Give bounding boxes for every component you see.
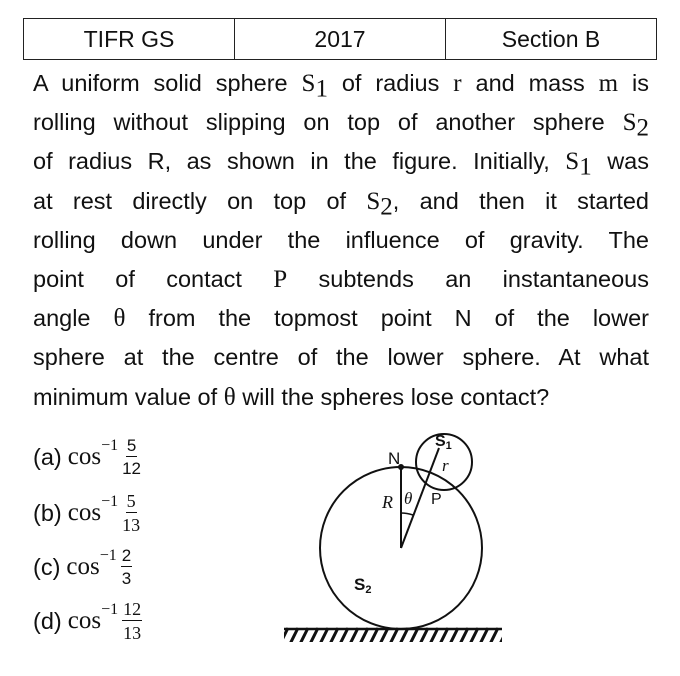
header-year: 2017 [234,19,445,59]
question-line: at rest directly on top of $S_2$, and then it started [33,187,649,221]
option-b[interactable]: (b) cos −1 $\frac{5}{13}$ [33,491,141,535]
header-exam: TIFR GS [83,25,175,52]
ground-hatching [280,628,508,644]
label-p: P [431,491,442,508]
fraction: $\frac{12}{13}$ [123,599,142,643]
question-line: of radius R, as shown in the figure. Initially, $S_1$ was [33,148,649,182]
question-line: sphere at the centre of the lower sphere. At what [33,344,649,371]
question-text [33,64,649,417]
label-r-small: r [442,456,449,475]
fraction: $\frac{2}{3}$ [121,546,132,588]
header-table [23,18,657,60]
question-line: angle θ from the topmost point N of the lower [33,305,649,333]
label-n: N [388,449,401,468]
fraction: $\frac{5}{12}$ [122,436,142,478]
label-r-big: R [382,492,393,512]
option-c[interactable]: (c) cos −1 $\frac{2}{3}$ [33,546,132,588]
spheres-figure [270,420,520,660]
label-s1: S1 [435,433,452,452]
option-a[interactable]: (a) cos −1 $\frac{5}{12}$ [33,436,142,478]
question-line: rolling without slipping on top of another sphere $S_2$ [33,109,649,142]
question-line: minimum value of θ will the spheres lose contact? [33,383,550,411]
fraction: $\frac{5}{13}$ [122,491,141,535]
question-line: point of contact P subtends an instantaneous [33,266,649,294]
header-section: Section B [445,19,656,59]
question-line: rolling down under the influence of gravity. The [33,226,649,253]
option-d[interactable]: (d) cos −1 $\frac{12}{13}$ [33,599,142,643]
angle-arc [401,513,413,515]
label-s2: S2 [354,575,372,596]
question-line: A uniform solid sphere $S_1$ of radius r and mass m is [33,70,649,103]
label-theta: θ [404,489,413,508]
